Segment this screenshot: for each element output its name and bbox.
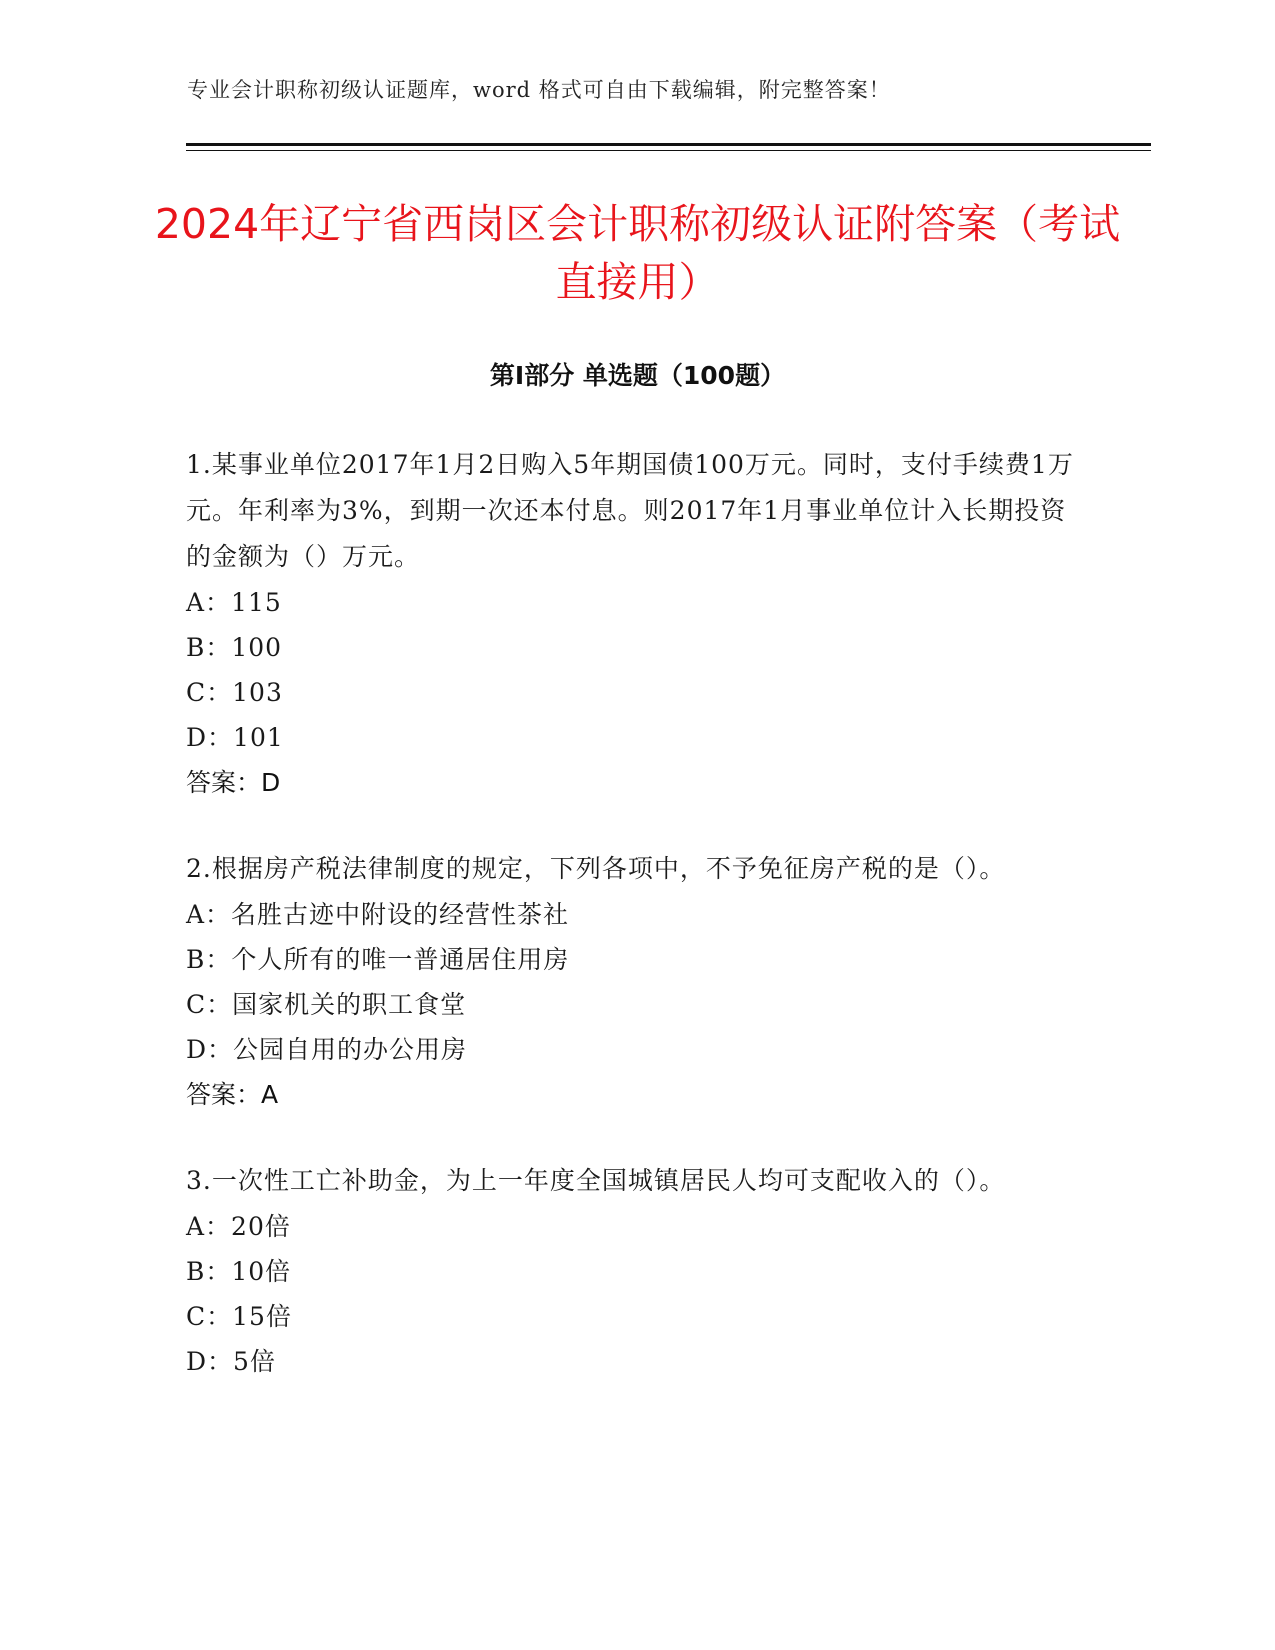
option-a: A：20倍 bbox=[186, 1212, 291, 1241]
answer: 答案：D bbox=[186, 768, 281, 797]
question-stem: 2.根据房产税法律制度的规定，下列各项中，不予免征房产税的是（）。 bbox=[186, 854, 1006, 883]
header-note: 专业会计职称初级认证题库，word 格式可自由下载编辑，附完整答案！ bbox=[187, 78, 891, 102]
option-b: B：个人所有的唯一普通居住用房 bbox=[186, 945, 570, 974]
option-c: C：国家机关的职工食堂 bbox=[186, 990, 467, 1019]
question-2 bbox=[186, 846, 1076, 1118]
option-c: C：103 bbox=[186, 678, 283, 707]
question-3 bbox=[186, 1158, 1076, 1384]
option-d: D：101 bbox=[186, 723, 284, 752]
question-1 bbox=[186, 442, 1076, 806]
document-title: 2024年辽宁省西岗区会计职称初级认证附答案（考试直接用） bbox=[154, 200, 1121, 306]
option-a: A：115 bbox=[186, 588, 282, 617]
option-d: D：公园自用的办公用房 bbox=[186, 1035, 468, 1064]
section-heading: 第Ⅰ部分 单选题（100题） bbox=[489, 361, 786, 390]
question-stem: 1.某事业单位2017年1月2日购入5年期国债100万元。同时，支付手续费1万元。年利率为3%，到期一次还本付息。则2017年1月事业单位计入长期投资的金额为（）万元。 bbox=[186, 450, 1074, 571]
option-d: D：5倍 bbox=[186, 1347, 276, 1376]
header-divider-thick bbox=[186, 143, 1151, 146]
option-c: C：15倍 bbox=[186, 1302, 292, 1331]
answer: 答案：A bbox=[186, 1080, 279, 1109]
header-divider-thin bbox=[186, 150, 1151, 151]
question-stem: 3.一次性工亡补助金，为上一年度全国城镇居民人均可支配收入的（）。 bbox=[186, 1166, 1006, 1195]
question-list bbox=[186, 442, 1076, 1424]
option-a: A：名胜古迹中附设的经营性茶社 bbox=[186, 900, 570, 929]
option-b: B：100 bbox=[186, 633, 283, 662]
option-b: B：10倍 bbox=[186, 1257, 292, 1286]
